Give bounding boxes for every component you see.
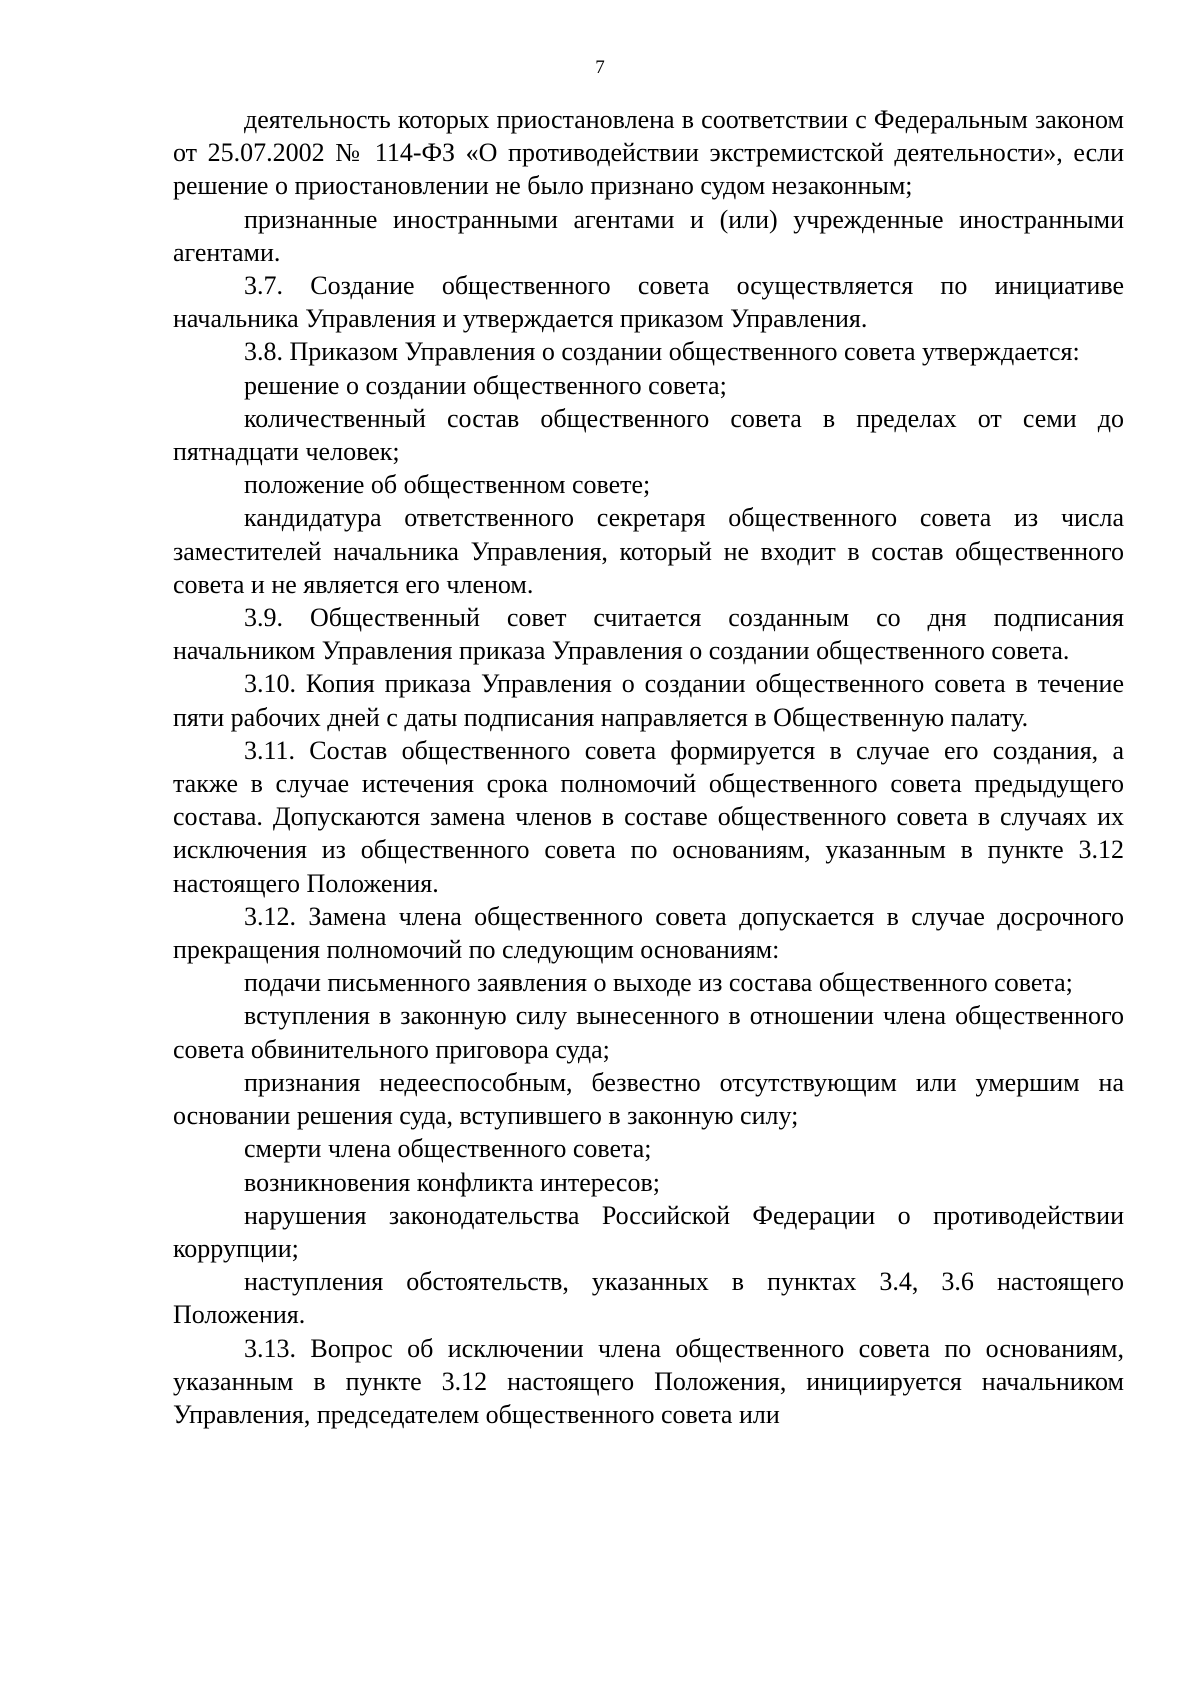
paragraph-foreign-agents: признанные иностранными агентами и (или) учрежденные иностранными агентами. <box>173 204 1124 267</box>
paragraph-3-10: 3.10. Копия приказа Управления о создании общественного совета в течение пяти рабочих дней с даты подписания направляется в Общественную палату. <box>173 669 1124 732</box>
paragraph-3-12: 3.12. Замена члена общественного совета допускается в случае досрочного прекращения полномочий по следующим основаниям: <box>173 901 1124 965</box>
paragraph-3-8: 3.8. Приказом Управления о создании общественного совета утверждается: <box>244 337 1080 367</box>
list-item-decision: решение о создании общественного совета; <box>244 370 727 400</box>
list-item-composition: количественный состав общественного совета в пределах от семи до пятнадцати человек; <box>173 403 1124 467</box>
list-item-regulation: положение об общественном совете; <box>244 470 651 500</box>
list-item-conflict-of-interest: возникновения конфликта интересов; <box>244 1167 660 1197</box>
paragraph-continuation: деятельность которых приостановлена в соответствии с Федеральным законом от 25.07.2002 № 114-ФЗ «О противодействии экстремистской деятельности», если решение о приостановлении не было признано судом незаконным; <box>173 105 1124 201</box>
document-body <box>173 103 1124 1431</box>
list-item-corruption: нарушения законодательства Российской Федерации о противодействии коррупции; <box>173 1200 1124 1263</box>
paragraph-3-11: 3.11. Состав общественного совета формируется в случае его создания, а также в случае истечения срока полномочий общественного совета предыдущего состава. Допускаются замена членов в составе общественного совета в случаях их исключения из общественного совета по основаниям, указанным в пункте 3.12 настоящего Положения. <box>173 735 1124 898</box>
list-item-conviction: вступления в законную силу вынесенного в отношении члена общественного совета обвинительного приговора суда; <box>173 1001 1124 1064</box>
page-number: 7 <box>595 57 605 78</box>
list-item-incapacity: признания недееспособным, безвестно отсутствующим или умершим на основании решения суда, вступившего в законную силу; <box>173 1067 1124 1131</box>
list-item-written-application: подачи письменного заявления о выходе из состава общественного совета; <box>244 968 1073 998</box>
list-item-death: смерти члена общественного совета; <box>244 1134 652 1164</box>
list-item-circumstances: наступления обстоятельств, указанных в пунктах 3.4, 3.6 настоящего Положения. <box>173 1267 1124 1330</box>
list-item-secretary: кандидатура ответственного секретаря общественного совета из числа заместителей начальника Управления, который не входит в состав общественного совета и не является его членом. <box>173 503 1124 599</box>
paragraph-3-7: 3.7. Создание общественного совета осуществляется по инициативе начальника Управления и утверждается приказом Управления. <box>173 271 1124 334</box>
paragraph-3-13: 3.13. Вопрос об исключении члена общественного совета по основаниям, указанным в пункте 3.12 настоящего Положения, инициируется начальником Управления, председателем общественного совета или <box>173 1333 1124 1429</box>
paragraph-3-9: 3.9. Общественный совет считается созданным со дня подписания начальником Управления приказа Управления о создании общественного совета. <box>173 603 1124 666</box>
